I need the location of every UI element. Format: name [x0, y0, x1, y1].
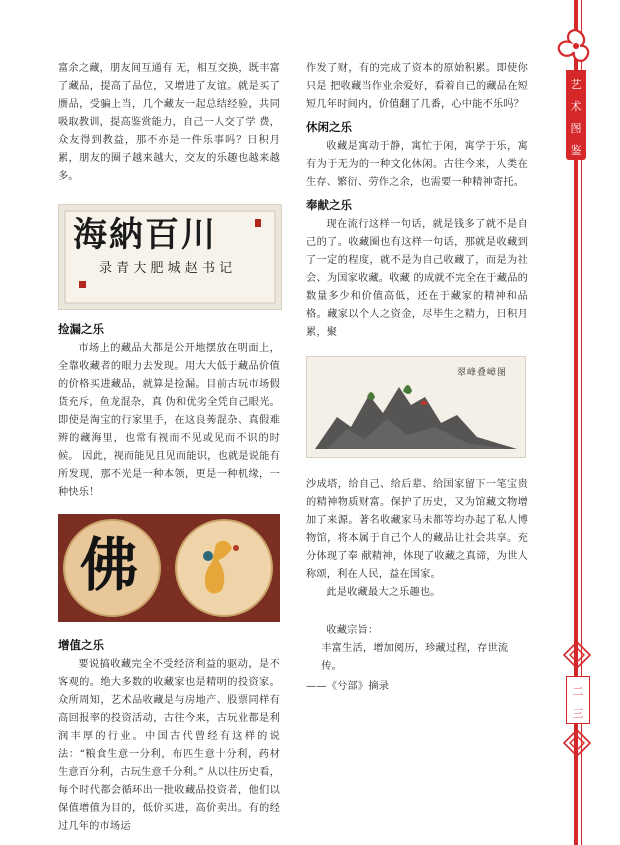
- paragraph-continued: 作发了财，有的完成了资本的原始积累。即使你只是 把收藏当作业余爱好，看着自己的藏品在短短几年时间内，价值翻了几番，心中能不乐吗？: [306, 63, 528, 110]
- calligraphy-char-1: 海: [73, 215, 109, 255]
- round-fan-paintings-image: [58, 514, 280, 622]
- left-column: [58, 60, 280, 836]
- calligraphy-small-1: 录: [99, 261, 113, 276]
- fan-calligraphy-char: 佛: [80, 531, 139, 599]
- landscape-painting-image: [306, 356, 526, 458]
- section-tab-char-1: 艺: [570, 78, 582, 91]
- paragraph-last: 此是收藏最大之乐趣也。: [326, 587, 441, 598]
- calligraphy-char-2: 納: [109, 215, 145, 255]
- section-tab-char-4: 鉴: [570, 144, 582, 157]
- page-number-digit-2: 三: [572, 707, 584, 720]
- paragraph-after-image: 沙成塔，给自己、给后辈、给国家留下一笔宝贵的精神物质财富。保护了历史，又为馆藏文物增加了来源。著名收藏家马未都等均办起了私人博物馆，将本属于自己个人的藏品让社会共享。充分体现了奉 献精神，体现了收藏之真谛，为世人称颂，利在人民，益在国家。: [306, 479, 528, 580]
- heading-fengxian: 奉献之乐: [306, 198, 352, 212]
- knot-ornament-icon: [562, 640, 592, 670]
- calligraphy-small-4: 肥: [150, 261, 164, 276]
- page-number: [566, 676, 590, 724]
- paragraph-friendship: 富余之藏，朋友间互通有 无，相互交换，既丰富了藏品，提高了品位，又增进了友谊。就是买了赝品，受骗上当，几个藏友一起总结经验，共同吸取教训，提高鉴赏能力，自己一人交了学 费，众友得到教益，那不亦是一件乐事吗？日积月累，朋友的圈子越来越大，交友的乐趣也越来越多。: [58, 63, 280, 182]
- calligraphy-small-3: 大: [133, 261, 147, 276]
- right-column: [306, 60, 528, 696]
- paragraph-jianlou: 市场上的藏品大都是公开地摆放在明面上，全靠收藏者的眼力去发现。用大大低于藏品价值的价格买进藏品，就算是捡漏。目前古玩市场假货充斥，鱼龙混杂，真 伪和优劣全凭自己眼光。即使是淘宝的行家里手，在这良莠混杂、真假难辨的藏海里，也常有视而不见或见而不识的时候。 因此，视而能见且见而能识，也就是说能有所发现，那不光是一种本领，更是一种机缘，一种快乐！: [58, 343, 280, 498]
- calligraphy-small-8: 记: [219, 261, 233, 276]
- section-tab-char-3: 图: [570, 122, 582, 135]
- knot-ornament-icon: [562, 728, 592, 758]
- red-seal-icon: [255, 219, 261, 227]
- calligraphy-char-4: 川: [181, 215, 217, 255]
- heading-xiuxian: 休闲之乐: [306, 120, 352, 134]
- paragraph-xiuxian: 收藏是寓动于静，寓忙于闲，寓学于乐，寓有为于无为的一种文化休闲。古往今来，人类在生存、繁衍、劳作之余，也需要一种精神寄托。: [306, 141, 528, 188]
- cloud-ornament-icon: [551, 22, 601, 68]
- quote-block: [306, 622, 528, 696]
- quote-title: 收藏宗旨：: [326, 625, 379, 636]
- calligraphy-small-7: 书: [201, 261, 215, 276]
- section-tab: [566, 70, 586, 160]
- calligraphy-char-3: 百: [145, 215, 181, 255]
- heading-jianlou: 捡漏之乐: [58, 322, 104, 336]
- calligraphy-small-5: 城: [167, 261, 181, 276]
- page-number-digit-1: 二: [572, 685, 584, 698]
- heading-zengzhi: 增值之乐: [58, 638, 104, 652]
- calligraphy-image: [58, 204, 282, 310]
- section-tab-char-2: 术: [570, 100, 582, 113]
- red-seal-icon: [79, 281, 86, 288]
- paragraph-zengzhi: 要说搞收藏完全不受经济利益的驱动，是不客观的。绝大多数的收藏家也是精明的投资家。众所周知，艺术品收藏是与房地产、股票同样有高回报率的投资活动，古往今来，古玩业都是利润丰厚的行业。中国古代曾经有这样的说法：“粮食生意一分利，布匹生意十分利，药材生意百分利，古玩生意千分利。” 从以往历史看，每个时代都会循环出一批收藏品投资者，他们以保值增值为目的，低价买进，高价卖出。有的经过几年的市场运: [58, 659, 280, 832]
- calligraphy-small-2: 青: [116, 261, 130, 276]
- landscape-inscription: 翠峰叠嶂图: [457, 368, 508, 378]
- calligraphy-small-6: 赵: [184, 261, 198, 276]
- quote-source: ——《兮部》摘录: [306, 681, 390, 692]
- paragraph-fengxian: 现在流行这样一句话，就是钱多了就不是自己的了。收藏圈也有这样一句话，那就是收藏到了一定的程度，就不是为自己收藏了，而是为社会、为国家收藏。收藏 的成就不完全在于藏品的数量多少和价值高低，还在于藏家的精神和品格。藏家以个人之资金，尽毕生之精力，日积月累，聚: [306, 219, 528, 338]
- quote-body: 丰富生活，增加阅历，珍藏过程，存世流传。: [321, 643, 509, 672]
